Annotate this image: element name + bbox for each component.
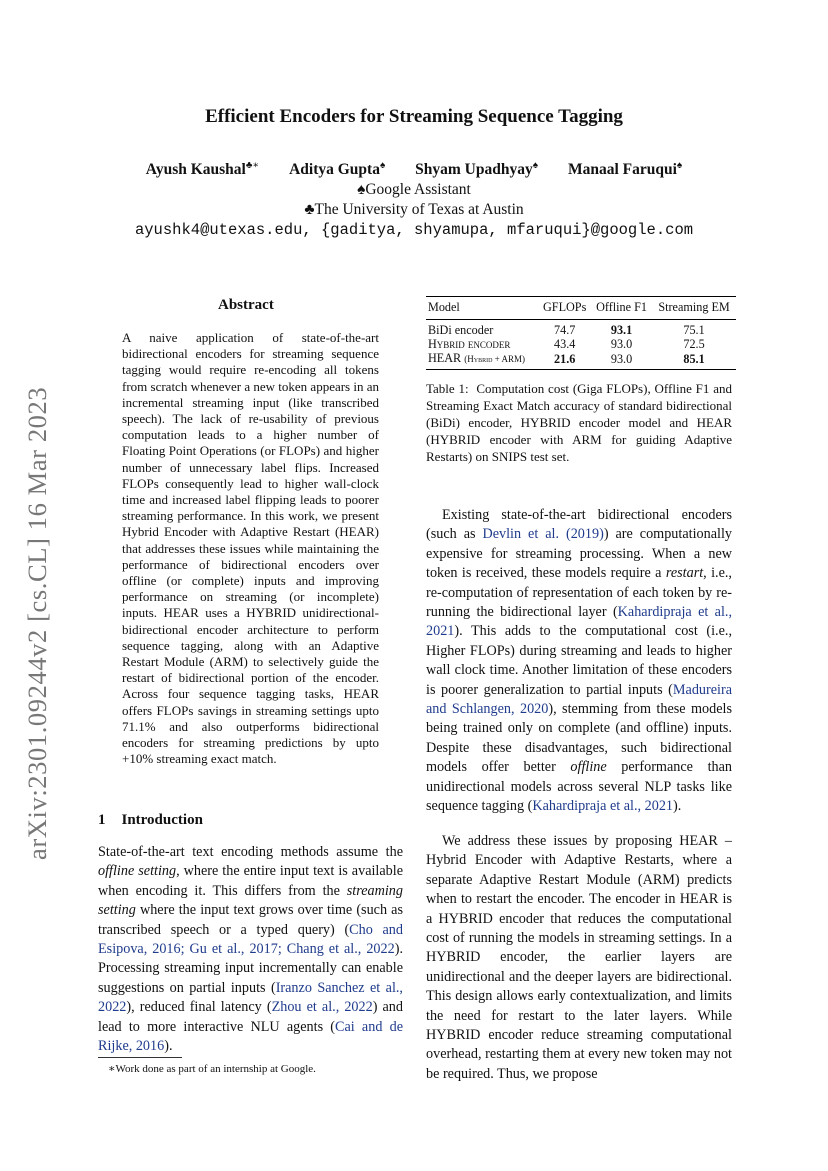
citation-link[interactable]: Kahardipraja et al., 2021 bbox=[426, 604, 732, 640]
table-cell-model: BiDi encoder bbox=[428, 323, 494, 337]
table-cell: 43.4 bbox=[554, 337, 576, 351]
body-paragraph: We address these issues by proposing HEAR – Hybrid Encoder with Adaptive Restarts, where a separate Adaptive Restart Module (ARM) predicts when to restart the encoder. The encoder in HEAR is a HYBRID encoder that reduces the computational cost of running the models in streaming settings. In a HYBRID encoder, the earlier layers are unidirectional and the deeper layers are bidirectional. This design allows early contextualization, and limits the need for restart to the later layers. While HYBRID encoder reduce streaming computational overhead, restarting them at every new token may not be required. Thus, we propose bbox=[426, 833, 732, 1082]
author: Manaal Faruqui♠ bbox=[567, 160, 683, 179]
abstract-text: A naive application of state-of-the-art bidirectional encoders for streaming sequence tagging would require re-encoding all tokens from scratch whenever a new token appears in an incremental streaming input (like transcribed speech). The lack of re-usability of previous computation leads to a higher number of Floating Point Operations (or FLOPs) and higher number of unnecessary label flips. Increased FLOPs consequently lead to higher wall-clock time and increased label flipping leads to poorer streaming performance. In this work, we present Hybrid Encoder with Adaptive Restart (HEAR) that addresses these issues while maintaining the performance of bidirectional encoders over offline (or complete) inputs and improving performance on streaming (or incomplete) inputs. HEAR uses a HYBRID unidirectional-bidirectional encoder architecture to perform sequence tagging, along with an Adaptive Restart Module (ARM) to selectively guide the restart of bidirectional portion of the encoder. Across four sequence tagging tasks, HEAR offers FLOPs savings in streaming settings upto 71.1% and also outperforms bidirectional encoders for streaming predictions by upto +10% streaming exact match. bbox=[122, 330, 379, 767]
results-table bbox=[426, 296, 736, 370]
table-cell-model: HEAR (Hybrid + ARM) bbox=[426, 351, 538, 370]
arxiv-identifier: arXiv:2301.09244v2 [cs.CL] 16 Mar 2023 bbox=[22, 386, 52, 860]
body-paragraph: Existing state-of-the-art bidirectional encoders (such as Devlin et al. (2019)) are computationally expensive for streaming processing. When a new token is received, these models require a restart, i.e., re-computation of representation of each token by re-running the bidirectional layer (Kahardipraja et al., 2021). This adds to the computational cost (i.e., Higher FLOPs) during streaming and leads to higher wall clock time. Another limitation of these encoders is poorer generalization to partial inputs (Madureira and Schlangen, 2020), stemming from these models being trained only on complete (and offline) inputs. Despite these disadvantages, such bidirectional models offer better offline performance than unidirectional models across several NLP tasks like sequence tagging (Kahardipraja et al., 2021). bbox=[426, 507, 732, 815]
author: Aditya Gupta♠ bbox=[289, 160, 386, 179]
author-list bbox=[0, 160, 828, 179]
column-header: Model bbox=[426, 297, 538, 320]
table-row bbox=[426, 337, 736, 351]
affiliation-google: ♠Google Assistant bbox=[357, 181, 471, 198]
citation-link[interactable]: Madureira and Schlangen, 2020 bbox=[426, 681, 732, 718]
table-cell: 93.0 bbox=[591, 351, 652, 370]
table-cell: 75.1 bbox=[683, 323, 705, 337]
footnote: ∗Work done as part of an internship at Google. bbox=[108, 1063, 316, 1075]
column-header: GFLOPs bbox=[538, 297, 591, 320]
table-cell: 85.1 bbox=[652, 351, 736, 370]
citation-link[interactable]: Cho and Esipova, 2016; Gu et al., 2017; Chang et al., 2022 bbox=[98, 921, 403, 958]
table-cell: 21.6 bbox=[538, 351, 591, 370]
table-caption: Table 1: Computation cost (Giga FLOPs), Offline F1 and Streaming Exact Match accuracy of standard bidirectional (BiDi) encoder, HYBRID encoder model and HEAR (HYBRID encoder with ARM for guiding Adaptive Restarts) on SNIPS test set. bbox=[426, 381, 733, 464]
table-row bbox=[426, 351, 736, 370]
citation-link[interactable]: Cai and de Rijke, 2016 bbox=[98, 1018, 404, 1055]
section-heading-introduction: 1 Introduction bbox=[98, 812, 203, 828]
table-cell: 74.7 bbox=[554, 323, 576, 337]
table-cell: 93.1 bbox=[610, 323, 633, 337]
author: Shyam Upadhyay♠ bbox=[415, 160, 539, 179]
table-cell-model: Hybrid encoder bbox=[428, 337, 511, 351]
author: Ayush Kaushal♣∗ bbox=[145, 160, 260, 179]
abstract-heading: Abstract bbox=[218, 297, 274, 313]
table-row bbox=[426, 320, 736, 338]
column-header: Offline F1 bbox=[591, 297, 652, 320]
citation-link[interactable]: Devlin et al. (2019) bbox=[482, 526, 604, 543]
column-header: Streaming EM bbox=[652, 297, 736, 320]
paper-title: Efficient Encoders for Streaming Sequence Tagging bbox=[205, 106, 623, 127]
footnote-rule bbox=[98, 1057, 182, 1058]
table-header-row bbox=[426, 297, 736, 320]
citation-link[interactable]: Iranzo Sanchez et al., 2022 bbox=[98, 979, 403, 1016]
introduction-paragraph: State-of-the-art text encoding methods assume the offline setting, where the entire input text is available when encoding it. This differs from the streaming setting where the input text grows over time (such as transcribed speech or a typed query) (Cho and Esipova, 2016; Gu et al., 2017; Chang et al., 2022). Processing streaming input incrementally can enable suggestions on partial inputs (Iranzo Sanchez et al., 2022), reduced final latency (Zhou et al., 2022) and lead to more interactive NLU agents (Cai and de Rijke, 2016). bbox=[98, 844, 404, 1055]
table-cell: 72.5 bbox=[683, 337, 705, 351]
author-emails: ayushk4@utexas.edu, {gaditya, shyamupa, mfaruqui}@google.com bbox=[134, 221, 694, 239]
table-cell: 93.0 bbox=[610, 337, 633, 351]
affiliation-utexas: ♣The University of Texas at Austin bbox=[304, 201, 524, 218]
citation-link[interactable]: Zhou et al., 2022 bbox=[271, 999, 373, 1016]
citation-link[interactable]: Kahardipraja et al., 2021 bbox=[532, 798, 674, 815]
